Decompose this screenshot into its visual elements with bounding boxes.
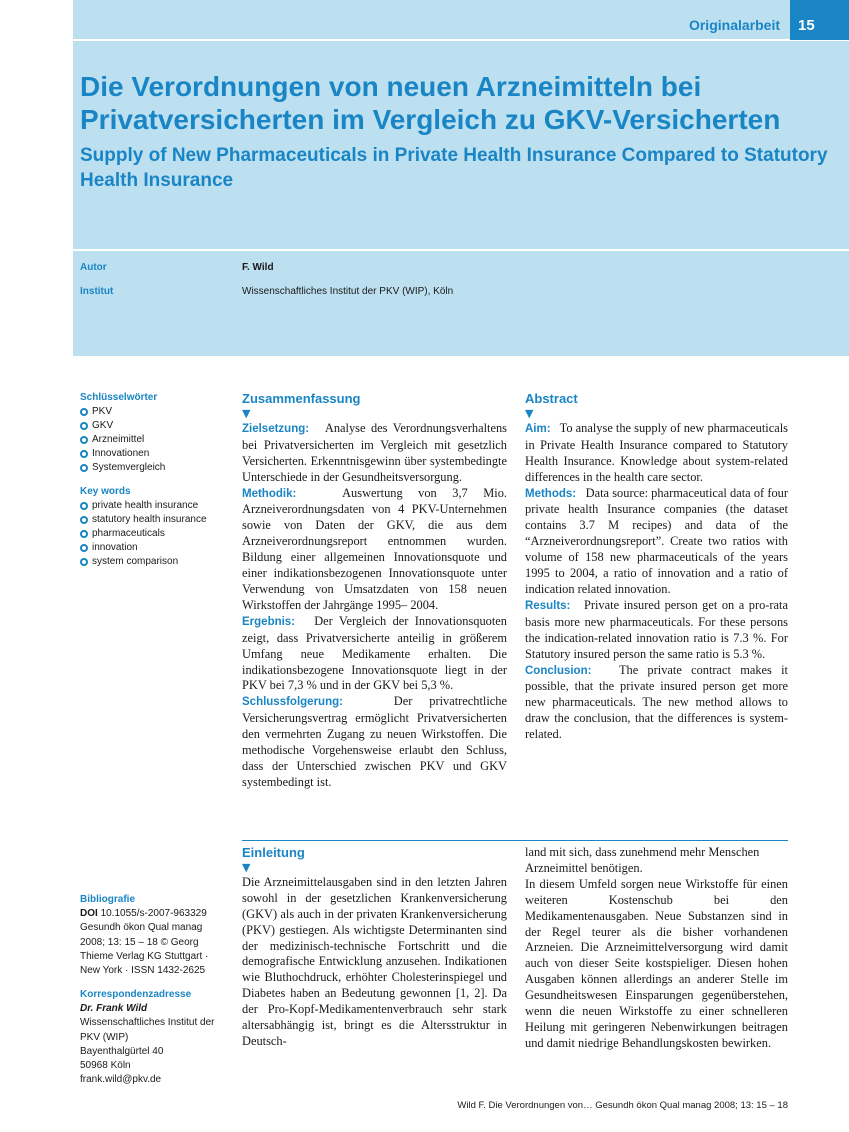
author-label: Autor <box>80 262 107 273</box>
list-item: Innovationen <box>80 447 230 461</box>
triangle-down-icon: ▼ <box>242 406 251 420</box>
bibliografie-heading: Bibliografie <box>80 894 136 905</box>
einleitung-column-right <box>525 845 788 1052</box>
bibliografie <box>80 893 230 978</box>
abstract-heading: Abstract <box>525 391 578 406</box>
bibliografie-line: Gesundh ökon Qual manag <box>80 922 203 934</box>
page-number: 15 <box>790 0 849 40</box>
abstract-aim: Aim: To analyse the supply of new pharmaceuticals in Private Health Insurance compared to Statutory Health Insurance. Knowledge about system-related differences in the health care sector. <box>525 420 788 484</box>
section-divider <box>242 840 788 841</box>
bullet-icon <box>80 502 88 510</box>
institute-name: Wissenschaftliches Institut der PKV (WIP), Köln <box>242 286 454 297</box>
author-name: F. Wild <box>242 262 274 273</box>
bullet-icon <box>80 544 88 552</box>
keywords-de-list <box>80 405 230 475</box>
list-item: GKV <box>80 419 230 433</box>
einleitung-paragraph-2: In diesem Umfeld sorgen neue Wirkstoffe für einen weiteren Kostenschub bei den Medikamentenausgaben. Neue Substanzen sind in der Regel teurer als die bisher vorhandenen Arzneien. Die Arzneimittelversorgung wird damit auch von dieser Seite kostspieliger. Diesen hohen Ausgaben können allerdings an anderer Stelle im Gesundheitswesen Einsparungen gegenüberstehen, wenn die neuen Wirkstoffe zu einer schnelleren Heilung mit geringeren Nebenwirkungen beitragen und damit niedrige Behandlungskosten bewirken. <box>525 876 788 1050</box>
abstract-column <box>525 391 788 743</box>
list-item: Systemvergleich <box>80 461 230 475</box>
abstract-methods: Methods: Data source: pharmaceutical data of four private health Insurance companies (the dataset contains 3.7 M recipes) and data of the “Arzneiverordnungsreport”. Create two ratios with volume of 158 new pharmaceuticals of the years 1995 to 2004, a ratio of innovation and a ratio of indication related innovation. <box>525 485 789 596</box>
address-line: Bayenthalgürtel 40 <box>80 1045 164 1057</box>
institute-label: Institut <box>80 286 114 297</box>
article-title-de: Die Verordnungen von neuen Arzneimitteln bei Privatversicherten im Vergleich zu GKV-Versicherten <box>80 71 781 135</box>
korrespondenz <box>80 988 230 1087</box>
abstract-conclusion: Conclusion: The private contract makes it possible, that the private insured person get more new pharmaceuticals. The new method allows to draw the conclusion, that the differences is system-related. <box>525 662 788 742</box>
bullet-icon <box>80 464 88 472</box>
triangle-down-icon: ▼ <box>242 860 251 874</box>
page-footer: Wild F. Die Verordnungen von… Gesundh ökon Qual manag 2008; 13: 15 – 18 <box>457 1100 788 1111</box>
list-item: innovation <box>80 541 230 555</box>
zusammenfassung-ergebnis: Ergebnis: Der Vergleich der Innovationsquoten zeigt, dass Privatversicherte anteilig in größerem Umfang neue Medikamente erhalten. Die indikationsbezogene Innovationsquote liegt in der PKV bei 7,3 % und in der GKV bei 5,3 %. <box>242 613 507 693</box>
bullet-icon <box>80 530 88 538</box>
bibliografie-line: New York · ISSN 1432-2625 <box>80 965 206 977</box>
email-link[interactable]: frank.wild@pkv.de <box>80 1074 162 1086</box>
list-item: statutory health insurance <box>80 513 230 527</box>
doi-line: DOI 10.1055/s-2007-963329 <box>80 908 207 920</box>
article-title-en: Supply of New Pharmaceuticals in Private Health Insurance Compared to Statutory Health Insurance <box>80 145 828 191</box>
keywords-de <box>80 391 230 475</box>
triangle-down-icon: ▼ <box>525 406 534 420</box>
einleitung-paragraph-1-cont: land mit sich, dass zunehmend mehr Menschen Arzneimittel benötigen. <box>525 845 760 875</box>
korrespondenz-heading: Korrespondenzadresse <box>80 989 192 1000</box>
section-label: Originalarbeit <box>688 17 780 33</box>
keywords-en <box>80 485 230 569</box>
abstract-results: Results: Private insured person get on a pro-rata basis more new pharmaceuticals. For these persons the indication-related innovation ratio is 7.3 %. For Statutory insured person the same ratio is 5.3 %. <box>525 597 788 661</box>
bullet-icon <box>80 436 88 444</box>
einleitung-column-left <box>242 845 507 1050</box>
bullet-icon <box>80 408 88 416</box>
zusammenfassung-heading: Zusammenfassung <box>242 391 361 406</box>
list-item: PKV <box>80 405 230 419</box>
bullet-icon <box>80 450 88 458</box>
bibliografie-line: 2008; 13: 15 – 18 © Georg <box>80 936 199 948</box>
header-divider-bottom <box>73 249 849 251</box>
keywords-en-list <box>80 499 230 569</box>
doi-link[interactable]: 10.1055/s-2007-963329 <box>100 908 207 920</box>
list-item: system comparison <box>80 555 230 569</box>
bullet-icon <box>80 558 88 566</box>
zusammenfassung-column <box>242 391 507 791</box>
bibliografie-line: Thieme Verlag KG Stuttgart · <box>80 950 209 962</box>
address-line: PKV (WIP) <box>80 1031 129 1043</box>
address-line: Wissenschaftliches Institut der <box>80 1017 215 1029</box>
list-item: private health insurance <box>80 499 230 513</box>
list-item: pharmaceuticals <box>80 527 230 541</box>
einleitung-paragraph-1: Die Arzneimittelausgaben sind in den letzten Jahren sowohl in der gesetzlichen Krankenversicherung (GKV) als auch in der privaten Krankenversicherung (PKV) gestiegen. Als wichtigste Determinanten sind der medizinisch-technische Fortschritt und die demografische Entwicklung anzusehen. Indikationen wie Bluthochdruck, erhöhter Cholesterinspiegel und Diabetes haben an Bedeutung gewonnen [1, 2]. Da der Pro-Kopf-Medikamentenverbrauch sehr stark altersabhängig ist, bringt es die Altersstruktur in Deutsch- <box>242 874 507 1048</box>
korrespondenz-name: Dr. Frank Wild <box>80 1003 148 1015</box>
list-item: Arzneimittel <box>80 433 230 447</box>
zusammenfassung-ziel: Zielsetzung: Analyse des Verordnungsverhaltens bei Privatversicherten im Vergleich mit gesetzlich Versicherten. Erkenntnisgewinn über systembedingte Unterschiede in der Gesundheitsversorgung. <box>242 420 508 484</box>
zusammenfassung-methodik: Methodik: Auswertung von 3,7 Mio. Arzneiverordnungsdaten von 4 PKV-Unternehmen sowie von Daten der GKV, die aus dem Arzneiverordnungsreport entnommen wurden. Bildung einer allgemeinen Innovationsquote und einer indikationsbezogenen Innovationsquote unter Verwendung von Umsatzdaten von 158 neuen Wirkstoffen der Jahrgänge 1995– 2004. <box>242 485 507 612</box>
zusammenfassung-schluss: Schlussfolgerung: Der privatrechtliche Versicherungsvertrag ermöglicht Privatversicherten den vermehrten Zugang zu neuen Wirkstoffen. Die methodische Vorgehensweise erlaubt den Schluss, dass der Unterschied zwischen PKV und GKV systembedingt ist. <box>242 694 507 789</box>
bullet-icon <box>80 516 88 524</box>
bullet-icon <box>80 422 88 430</box>
keywords-de-heading: Schlüsselwörter <box>80 392 158 403</box>
keywords-en-heading: Key words <box>80 486 131 497</box>
header-divider-top <box>73 39 849 41</box>
address-line: 50968 Köln <box>80 1060 131 1072</box>
einleitung-heading: Einleitung <box>242 845 305 860</box>
